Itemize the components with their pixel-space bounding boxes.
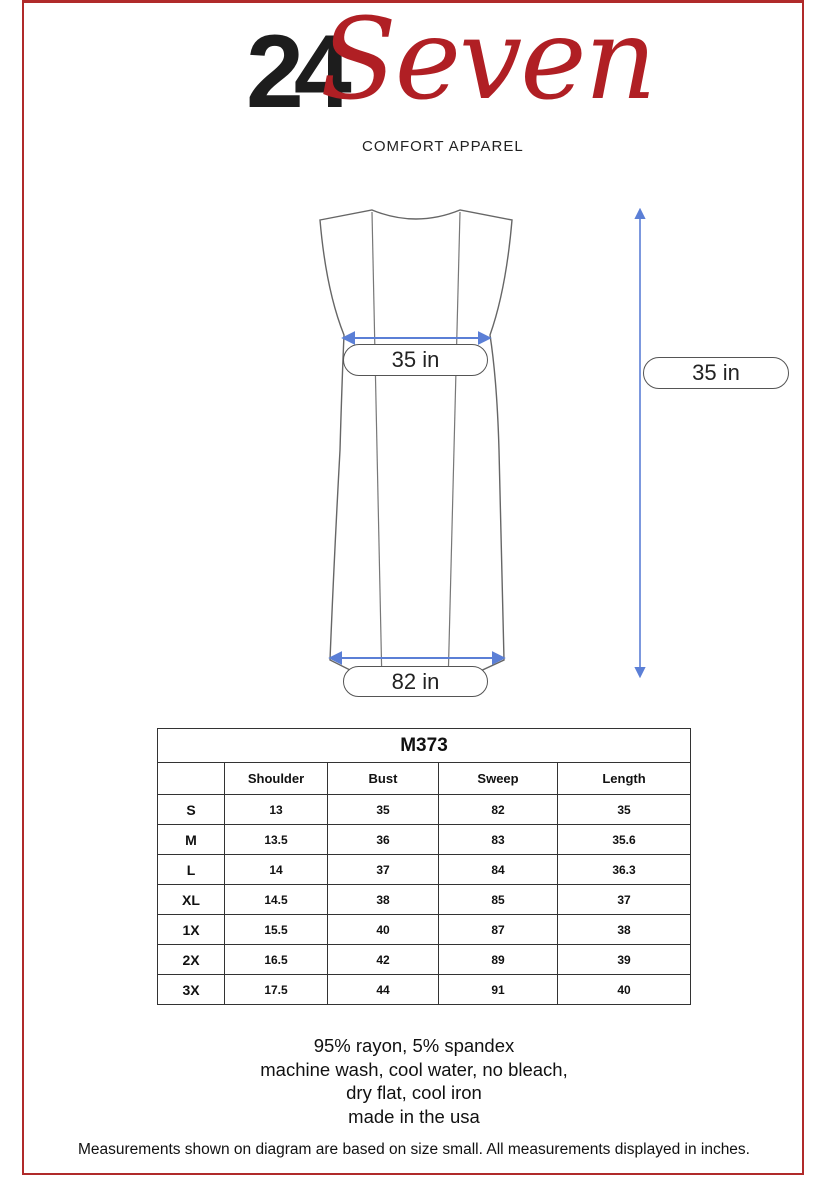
header-bust: Bust [328,763,439,795]
size-cell: M [158,825,225,855]
bust-measure-label: 35 in [343,344,488,376]
length-measure-label: 35 in [643,357,789,389]
sweep-cell: 89 [439,945,558,975]
dress-panel-right [448,212,460,686]
shoulder-cell: 17.5 [225,975,328,1005]
table-row [158,855,691,885]
logo-script: Seven [320,0,655,125]
size-cell: L [158,855,225,885]
sweep-cell: 87 [439,915,558,945]
table-row [158,885,691,915]
dress-panel-left [372,212,382,686]
header-length: Length [558,763,691,795]
sweep-cell: 85 [439,885,558,915]
length-cell: 37 [558,885,691,915]
size-cell: XL [158,885,225,915]
shoulder-cell: 16.5 [225,945,328,975]
shoulder-cell: 15.5 [225,915,328,945]
model-number: M373 [158,729,691,763]
size-cell: S [158,795,225,825]
sweep-cell: 82 [439,795,558,825]
header-sweep: Sweep [439,763,558,795]
bust-cell: 44 [328,975,439,1005]
header-size [158,763,225,795]
size-chart-table [157,728,691,1005]
table-row [158,915,691,945]
header-shoulder: Shoulder [225,763,328,795]
shoulder-cell: 14.5 [225,885,328,915]
size-cell: 1X [158,915,225,945]
bust-cell: 42 [328,945,439,975]
length-cell: 38 [558,915,691,945]
length-cell: 40 [558,975,691,1005]
table-header-row [158,763,691,795]
sweep-cell: 91 [439,975,558,1005]
bust-cell: 40 [328,915,439,945]
shoulder-cell: 13.5 [225,825,328,855]
length-cell: 35.6 [558,825,691,855]
size-cell: 2X [158,945,225,975]
sweep-cell: 84 [439,855,558,885]
logo-subtitle: COMFORT APPAREL [362,138,524,155]
wash-instructions: machine wash, cool water, no bleach, [260,1058,568,1080]
size-cell: 3X [158,975,225,1005]
table-row [158,825,691,855]
table-row [158,795,691,825]
length-cell: 39 [558,945,691,975]
bust-cell: 35 [328,795,439,825]
measurement-note: Measurements shown on diagram are based on size small. All measurements displayed in inches. [77,1141,750,1158]
logo-number: 24 [246,14,342,130]
length-cell: 36.3 [558,855,691,885]
shoulder-cell: 14 [225,855,328,885]
origin-text: made in the usa [348,1105,480,1127]
care-instructions [0,1034,828,1128]
bust-cell: 37 [328,855,439,885]
dry-instructions: dry flat, cool iron [346,1082,482,1103]
shoulder-cell: 13 [225,795,328,825]
dress-outline [320,210,512,690]
length-cell: 35 [558,795,691,825]
fabric-content: 95% rayon, 5% spandex [313,1035,515,1056]
bust-cell: 36 [328,825,439,855]
sweep-measure-label: 82 in [343,666,488,697]
bust-cell: 38 [328,885,439,915]
table-row [158,945,691,975]
table-row [158,975,691,1005]
sweep-cell: 83 [439,825,558,855]
